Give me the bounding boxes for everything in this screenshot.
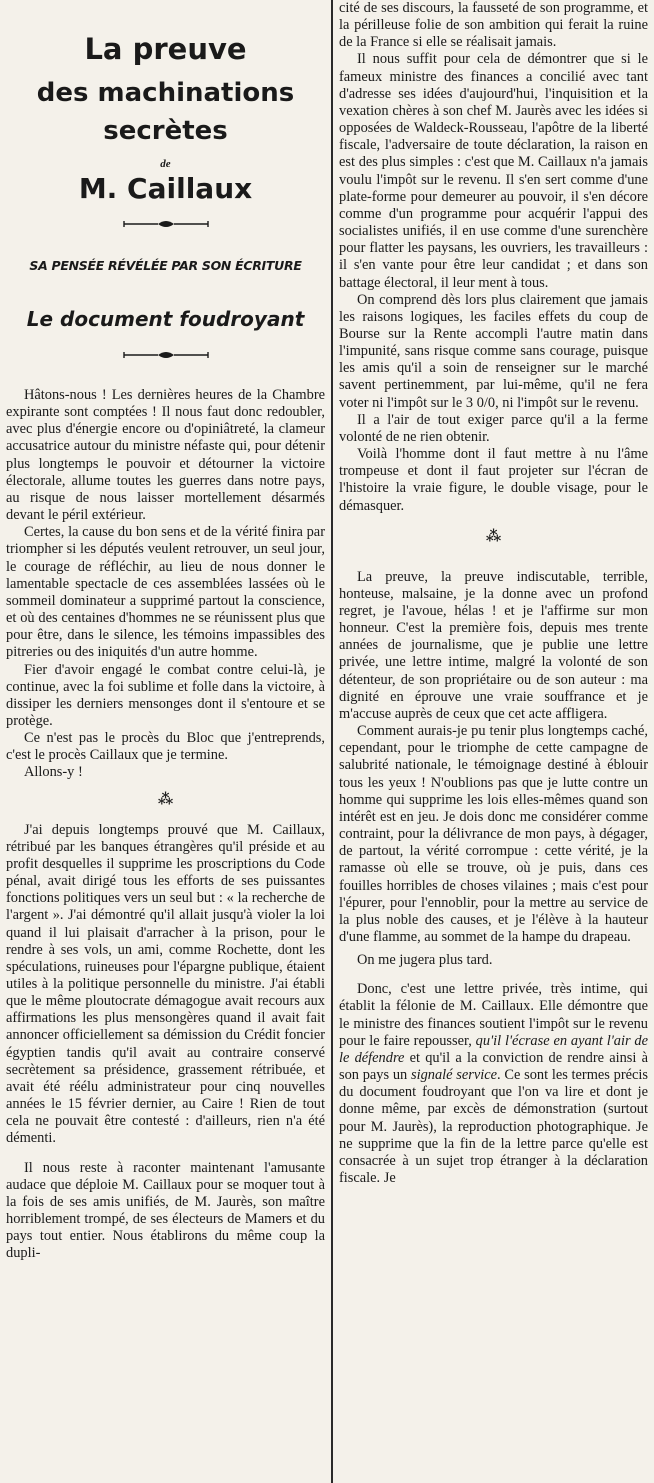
- paragraph: Ce n'est pas le procès du Bloc que j'entreprends, c'est le procès Caillaux que je termine.: [6, 730, 325, 764]
- asterism-icon: ⁂: [157, 791, 174, 808]
- text-run: . Ce sont les termes précis du document foudroyant que l'on va lire et dont je donne même, par excès de démonstration (surtout pour M. Jaurès), la reproduction photographique. Je ne supprime que la fin de la lettre parce qu'elle est consacrée à un sujet trop étranger à la déclaration fiscale. Je: [339, 1067, 649, 1186]
- right-column: [333, 0, 654, 1483]
- text-run: et qu'il a la conviction de rendre ainsi à son pays un: [339, 1049, 648, 1084]
- paragraph: On me jugera plus tard.: [357, 952, 493, 969]
- paragraph: Fier d'avoir engagé le combat contre celui-là, je continue, avec la foi sublime et folle dans la victoire, à dissiper les derniers mensonges dont il s'entoure et se protège.: [6, 661, 325, 729]
- headline-line-3: M. Caillaux: [78, 172, 253, 205]
- paragraph: Allons-y !: [24, 764, 83, 781]
- ornament-divider-icon: [122, 218, 210, 230]
- paragraph: Comment aurais-je pu tenir plus longtemps caché, cependant, pour le triomphe de cette campagne de salubrité nationale, le témoignage destiné à éblouir tous les yeux ! N'oublions pas que je lutte contre un homme qui supprime les lois elles-mêmes quand son intérêt est en jeu. Je dois donc me considérer comme contraint, pour la délivrance de mon pays, à dégager, de partout, la vérité corrompue : cette vérité, je la ramasse où elle se trouve, où je puis, dans ces fouilles horribles de choses vilaines ; mais c'est pour l'épurer, pour l'ennoblir, pour la mettre au service de la plus noble des causes, et je l'élève à la hauteur d'une flamme, au sommet de la hampe du drapeau.: [339, 723, 648, 945]
- headline-de: de: [160, 158, 171, 170]
- paragraph: Hâtons-nous ! Les dernières heures de la Chambre expirante sont comptées ! Il nous faut donc redoubler, avec plus d'énergie encore ou d'opiniâtreté, la clameur accusatrice autour du ministre néfaste qui, pour détenir plus longtemps le pouvoir et détourner la victoire électorale, allume toutes les guerres dans notre pays, au risque de nous laisser mortellement désarmés devant le péril extérieur.: [6, 387, 325, 524]
- paragraph: Voilà l'homme dont il faut mettre à nu l'âme trompeuse et dont il faut projeter sur l'écran de l'histoire la vraie figure, le double visage, pour le démasquer.: [339, 446, 648, 514]
- paragraph: On comprend dès lors plus clairement que jamais les raisons logiques, les faciles effets du coup de Bourse sur la Rente accompli l'autre matin dans l'impunité, sans risque comme sans courage, puisque les amis qu'il a soin de renseigner sur le marché savent pertinemment, par lui-même, qu'il ne fera voter ni l'impôt sur le 3 0/0, ni l'impôt sur le revenu.: [339, 291, 648, 411]
- ornament-divider-icon: [122, 349, 210, 361]
- paragraph: Certes, la cause du bon sens et de la vérité finira par triompher si les députés veulent retrouver, un seul jour, le courage de réfléchir, au lieu de nous donner le lamentable spectacle de ces assemblées lassées où le sommeil dominateur a supprimé partout la conscience, et où des centaines d'hommes ne se réunissent plus que pour être, dans le silence, les témoins impassibles des pitreries ou des iniquités d'un autre homme.: [6, 524, 325, 661]
- headline-line-2: des machinations secrètes: [36, 78, 295, 146]
- headline-line-1: La preuve: [84, 32, 247, 66]
- italic-quote: qu'il l'écrase en ayant l'air de le défendre: [339, 1032, 648, 1066]
- italic-quote: signalé service: [410, 1067, 498, 1084]
- section-break-stars: [339, 529, 648, 545]
- section-break-stars: [6, 792, 325, 808]
- asterism-icon: ⁂: [485, 528, 502, 545]
- text-run: Donc, c'est une lettre privée, très intime, qui établit la félonie de M. Caillaux. Elle démontre que le ministre des finances soutient l'impôt sur le revenu pour le faire repousser,: [339, 981, 648, 1049]
- paragraph: Il a l'air de tout exiger parce qu'il a la ferme volonté de ne rien obtenir.: [339, 411, 648, 445]
- paragraph-final: [339, 981, 648, 1187]
- subheadline-1: SA PENSÉE RÉVÉLÉE PAR SON ÉCRITURE: [29, 258, 302, 273]
- paragraph: cité de ses discours, la fausseté de son programme, et la périlleuse folie de son ambition qui ferait la ruine de la France si elle se réalisait jamais.: [339, 0, 648, 51]
- subheadline-2: Le document foudroyant: [26, 307, 305, 331]
- paragraph: Il nous suffit pour cela de démontrer que si le fameux ministre des finances a concilié avec tant d'adresse ses idées d'aujourd'hui, l'inquisition et la vexation chères à son chef M. Jaurès avec les idées si opposées de Waldeck-Rousseau, l'apôtre de la liberté fiscale, l'adversaire de toute déclaration, la raison en est des plus simples : c'est que M. Caillaux n'a jamais voulu l'impôt sur le revenu. Il s'en sert comme d'une plate-forme pour demeurer au pouvoir, il s'en décore comme d'un programme pour acquérir l'appui des socialistes unifiés, il en use comme d'une surenchère pour flatter les paysans, les ouvriers, les travailleurs : il s'en vante pour être leur candidat ; et dans son battage électoral, il leur ment à tous.: [339, 51, 648, 291]
- paragraph: Il nous reste à raconter maintenant l'amusante audace que déploie M. Caillaux pour se moquer tout à la fois de ses amis unifiés, de M. Jaurès, son maître horriblement trompé, de ses électeurs de Mamers et du pays tout entier. Nous établirons du même coup la dupli-: [6, 1159, 325, 1262]
- paragraph: J'ai depuis longtemps prouvé que M. Caillaux, rétribué par les banques étrangères qu'il préside et au profit desquelles il supprime les proscriptions du Code pénal, avait dirigé tous les efforts de ses puissantes fonctions politiques vers un seul but : « la recherche de l'argent ». J'ai démontré qu'il allait jusqu'à violer la loi quand il lui plaisait d'arracher à la prison, pour le rendre à ses vols, un ami, comme Rochette, dont les spéculations, ruineuses pour l'épargne publique, étaient utiles à la politique personnelle du ministre. J'ai établi que le même ploutocrate démagogue avait recours aux affirmations les plus mensongères quand il avait fait annoncer officiellement sa démission du Crédit foncier égyptien tandis qu'il avait au contraire conservé secrètement sa présidence, grassement rétribuée, et avait été réélu administrateur pour cinq nouvelles années le 15 février dernier, au Caire ! Rien de tout cela ne pouvait être contesté : d'ailleurs, rien n'a été démenti.: [6, 821, 325, 1147]
- paragraph: La preuve, la preuve indiscutable, terrible, honteuse, malsaine, je la donne avec un profond regret, je l'avoue, hélas ! et je l'affirme sur mon honneur. C'est la première fois, depuis mes trente années de journalisme, que je publie une lettre privée, une lettre intime, malgré la volonté de son détenteur, de son propriétaire ou de son auteur : ma dignité en éprouve une vraie souffrance et je m'accuse auprès de ceux que cet acte affligera.: [339, 568, 648, 722]
